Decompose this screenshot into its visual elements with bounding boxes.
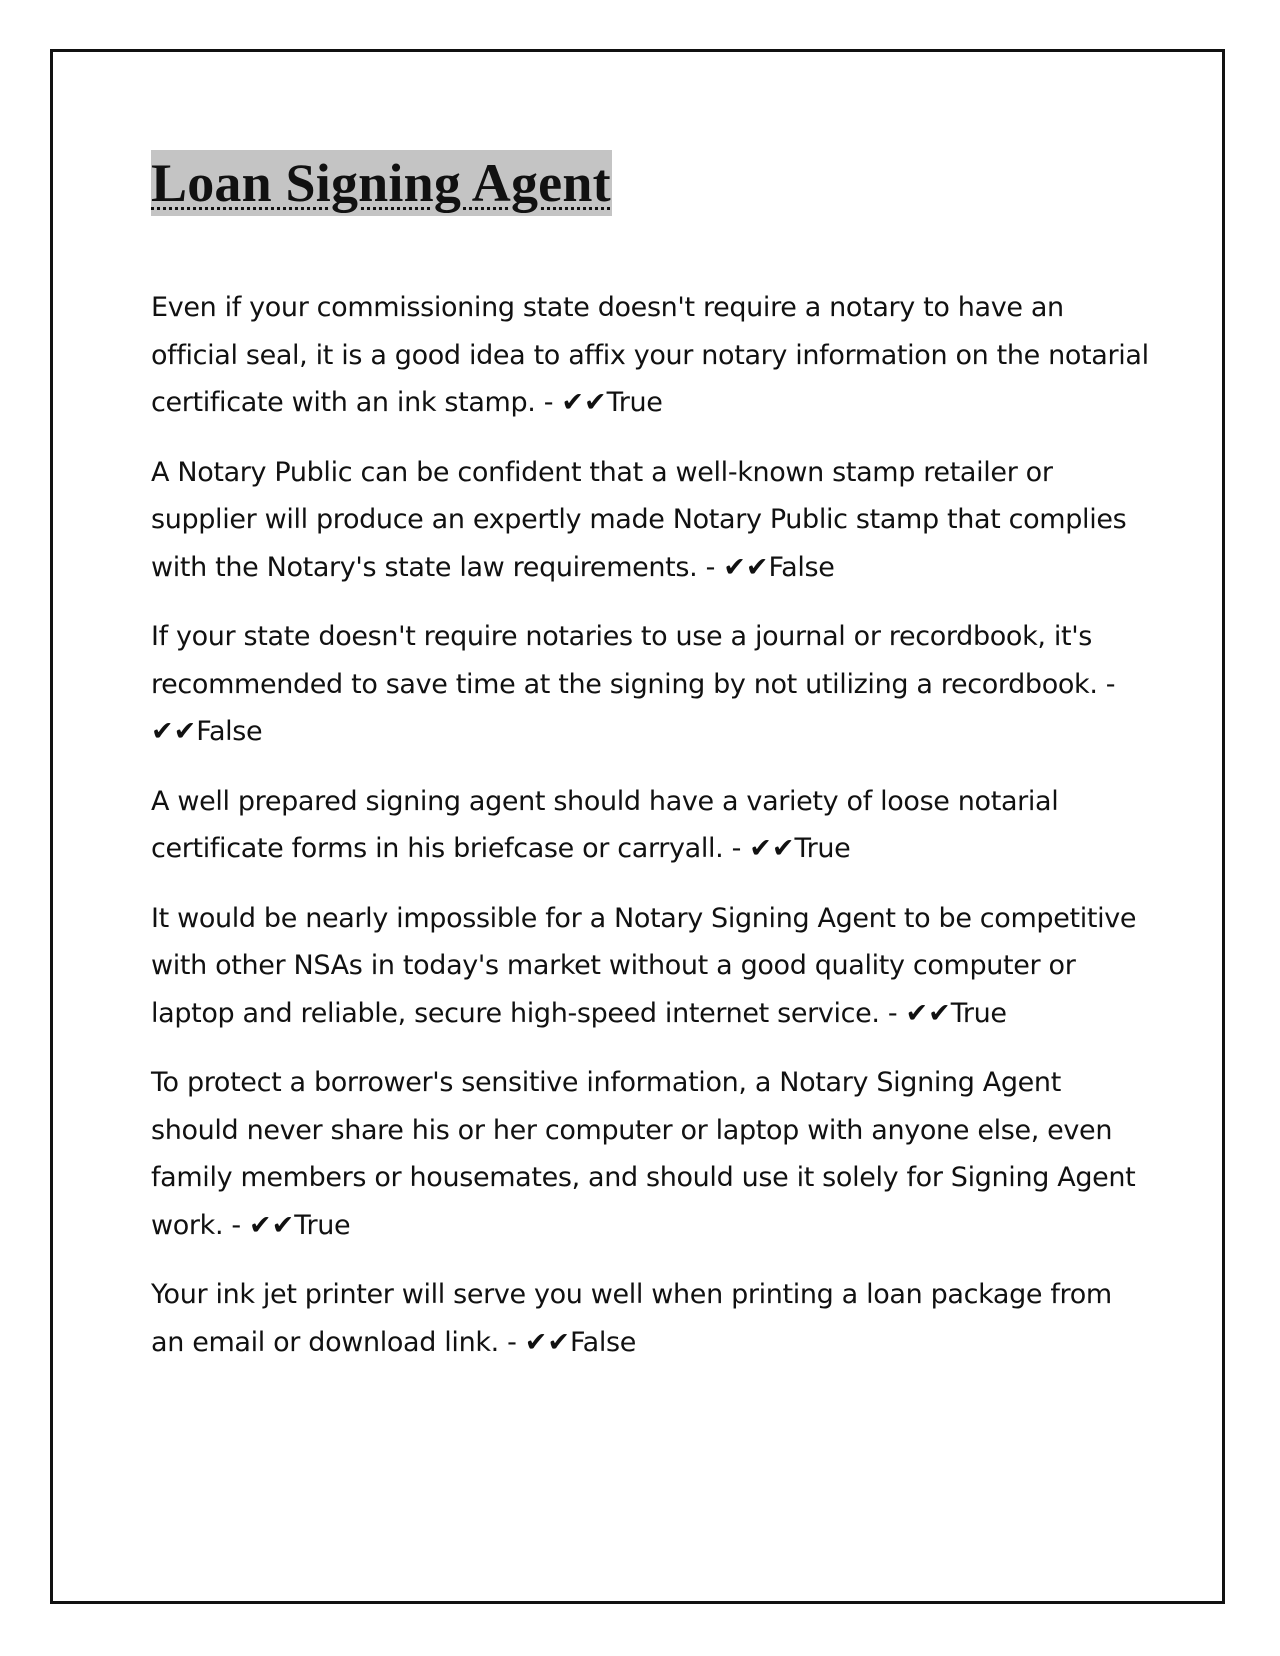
list-item xyxy=(151,284,1151,427)
list-item xyxy=(151,895,1151,1038)
answer-text: True xyxy=(606,387,663,418)
check-marks-icon: ✔✔ xyxy=(561,387,607,418)
title-highlight xyxy=(151,150,612,216)
answer-text: False xyxy=(569,1326,636,1358)
question-text: A well prepared signing agent should have a variety of loose notarial certificate forms in his briefcase or carryall. - xyxy=(151,785,1059,864)
answer-text: True xyxy=(294,1209,351,1241)
question-text: It would be nearly impossible for a Notary Signing Agent to be competitive with other NSAs in today's market without a good quality computer or laptop and reliable, secure high-speed internet service. - xyxy=(151,902,1137,1029)
document-body xyxy=(151,150,1151,1388)
question-list xyxy=(151,284,1151,1366)
list-item xyxy=(151,449,1151,592)
check-marks-icon: ✔✔ xyxy=(151,716,197,747)
question-text: If your state doesn't require notaries to use a journal or recordbook, it's recommended to save time at the signing by not utilizing a recordbook. - xyxy=(151,621,1116,700)
list-item xyxy=(151,778,1151,873)
check-marks-icon: ✔✔ xyxy=(249,1209,295,1241)
question-text: Even if your commissioning state doesn't require a notary to have an official seal, it is a good idea to affix your notary information on the notarial certificate with an ink stamp. - xyxy=(151,292,1149,418)
answer-text: False xyxy=(196,716,263,747)
list-item xyxy=(151,1271,1151,1366)
check-marks-icon: ✔✔ xyxy=(723,551,769,583)
question-text: A Notary Public can be confident that a well-known stamp retailer or supplier will produce an expertly made Notary Public stamp that complies with the Notary's state law requirements. - xyxy=(151,456,1127,583)
list-item xyxy=(151,613,1151,756)
question-text: To protect a borrower's sensitive information, a Notary Signing Agent should never share his or her computer or laptop with anyone else, even family members or housemates, and should use it solely for Signing Agent work. - xyxy=(151,1067,1136,1241)
answer-text: True xyxy=(950,997,1007,1029)
answer-text: False xyxy=(768,551,835,583)
check-marks-icon: ✔✔ xyxy=(749,833,795,864)
list-item xyxy=(151,1059,1151,1249)
check-marks-icon: ✔✔ xyxy=(905,997,951,1029)
question-text: Your ink jet printer will serve you well when printing a loan package from an email or download link. - xyxy=(151,1279,1112,1358)
answer-text: True xyxy=(794,833,851,864)
check-marks-icon: ✔✔ xyxy=(524,1326,570,1358)
page-title: Loan Signing Agent xyxy=(151,153,611,213)
